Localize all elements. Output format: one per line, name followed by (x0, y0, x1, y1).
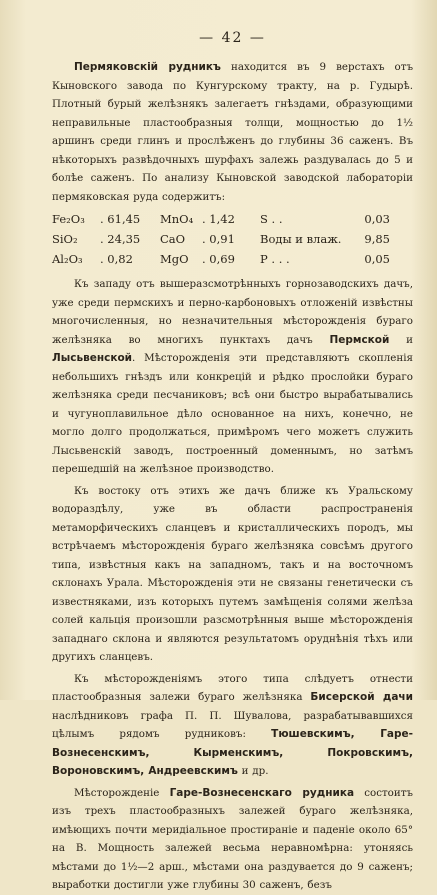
analysis-row (52, 249, 390, 269)
paragraph-text: Къ западу отъ вышеразсмотрѣнныхъ горнозаводскихъ дачъ, уже среди пермскихъ и перно-карбоновыхъ отложеній извѣстны многочисленныя, но незначительныя мѣсторожденія бураго желѣзняка во многихъ пунктахъ дачъ (52, 278, 413, 346)
bold-term-biserskoy: Бисерской дачи (310, 691, 413, 703)
value-cell: 9,85 (364, 232, 390, 246)
formula-cell: MnO₄ (160, 212, 194, 226)
analysis-row (52, 209, 390, 229)
paragraph-text: Къ востоку отъ этихъ же дачъ ближе къ Уральскому водораздѣлу, уже въ области распространенія метаморфическихъ сланцевъ и кристаллическихъ породъ, мы встрѣчаемъ мѣсторожденія бураго желѣзняка совсѣмъ другого типа, извѣстныя какъ на западномъ, такъ и на восточномъ склонахъ Урала. Мѣсторожденія эти не связаны генетически съ известняками, изъ которыхъ путемъ замѣщенія солями желѣза солей кальція произошли разсмотрѣнныя выше мѣсторожденія западнаго склона и являются результатомъ оруднѣнія тѣхъ или другихъ сланцевъ. (52, 484, 413, 663)
value-cell: . 1,42 (202, 212, 235, 226)
value-cell: 0,03 (364, 212, 390, 226)
bold-term-permskoy: Пермской (329, 333, 390, 346)
formula-cell: Fe₂O₃ (52, 212, 85, 226)
paragraph-gare-voznesensky (52, 784, 413, 895)
paragraph-text: и др. (241, 765, 269, 777)
value-cell: . 0,82 (100, 252, 133, 266)
paragraph-eastern-deposits (52, 482, 413, 667)
formula-cell: Воды и влаж. (260, 232, 342, 246)
formula-cell: S . . (260, 212, 283, 226)
value-cell: . 61,45 (100, 212, 141, 226)
paragraph-permyakovsky-mine (52, 58, 413, 206)
formula-cell: CaO (160, 232, 186, 246)
value-cell: . 0,69 (202, 252, 235, 266)
bold-term-gare-voznesensky: Гаре-Вознесенскаго рудника (169, 786, 355, 799)
formula-cell: MgO (160, 252, 189, 266)
paragraph-text: наслѣдниковъ графа П. П. Шувалова, разрабатывавшихся цѣлымъ рядомъ рудниковъ: (52, 709, 413, 740)
paragraph-biserskaya-dacha (52, 670, 413, 781)
paragraph-text: состоитъ изъ трехъ пластообразныхъ залежей бураго желѣзняка, имѣющихъ почти меридіальное простираніе и паденіе около 65° на В. Мощность залежей весьма неравномѣрна: утоняясь мѣстами до 1½—2 арш., мѣстами она раздувается до 9 саженъ; выработки достигли уже глубины 30 саженъ, безъ (52, 786, 413, 891)
analysis-row (52, 229, 390, 249)
value-cell: . 0,91 (202, 232, 235, 246)
bold-term-mine-list: Тюшевскимъ, Гаре-Вознесенскимъ, Кырменскимъ, Покровскимъ, Вороновскимъ, Андреевскимъ (52, 728, 414, 777)
value-cell: . 24,35 (100, 232, 141, 246)
formula-cell: Al₂O₃ (52, 252, 83, 266)
paragraph-western-deposits (52, 275, 413, 479)
paragraph-text: . Мѣсторожденія эти представляютъ скопленія небольшихъ гнѣздъ или конкрецій и рѣдко прослойки бураго желѣзняка среди песчаниковъ; всѣ они быстро вырабатывались и чугуноплавильное дѣло основанное на нихъ, конечно, не могло долго продолжаться, примѣромъ чего можетъ служить Лысьвенскій заводъ, построенный доменнымъ, но затѣмъ перешедшій на желѣзное производство. (52, 352, 413, 475)
formula-cell: SiO₂ (52, 232, 78, 246)
heading-permyakovsky-mine: Пермяковскій рудникъ (74, 61, 221, 73)
value-cell: 0,05 (364, 252, 390, 266)
ore-analysis-table (52, 209, 390, 269)
bold-term-lysvenskoy: Лысьвенской (52, 352, 133, 364)
page-number: — 42 — (199, 30, 266, 46)
paragraph-text: Къ мѣсторожденіямъ этого типа слѣдуетъ отнести пластообразныя залежи бураго желѣзняка (52, 672, 413, 703)
paragraph-text: Мѣсторожденіе (74, 786, 160, 799)
paragraph-text: находится въ 9 верстахъ отъ Кыновского завода по Кунгурскому тракту, на р. Гудырѣ. Плотный бурый желѣзнякъ залегаетъ гнѣздами, образующими неправильные пластообразныя толщи, мощностью до 1½ аршинъ среди глинъ и прослѣженъ до глубины 36 саженъ. Въ нѣкоторыхъ развѣдочныхъ шурфахъ залежь раздувалась до 5 и болѣе саженъ. По анализу Кыновской заводской лабораторіи пермяковская руда содержитъ: (52, 61, 413, 203)
conjunction: и (406, 333, 413, 346)
formula-cell: P . . . (260, 252, 290, 266)
